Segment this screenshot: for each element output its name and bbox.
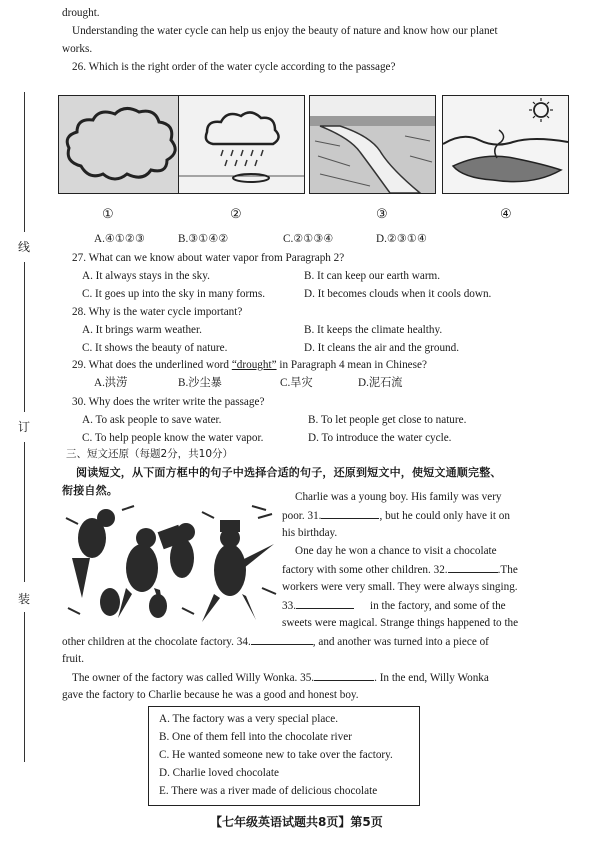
blank-35[interactable]: [314, 670, 374, 681]
question-29-stem: [72, 358, 427, 372]
passage-line: sweets were magical. Strange things happened to the: [282, 617, 519, 629]
question-30-option-a[interactable]: A. To ask people to save water.: [82, 414, 222, 426]
passage-line: fruit.: [62, 653, 85, 665]
question-30-option-d[interactable]: D. To introduce the water cycle.: [308, 432, 452, 444]
blank-34[interactable]: [251, 634, 313, 645]
binding-margin-line: [24, 612, 25, 762]
page-footer: 【七年级英语试题共8页】第5页: [210, 815, 383, 829]
blank-32[interactable]: [448, 562, 498, 573]
passage-line: gave the factory to Charlie because he was a good and honest boy.: [62, 689, 359, 701]
passage-text: , but he could only have it on: [379, 510, 510, 522]
choice-c[interactable]: C. He wanted someone new to take over the factory.: [159, 749, 393, 761]
section-heading: 三、短文还原（每题2分，共10分）: [66, 448, 234, 460]
binding-margin-line: [24, 92, 25, 232]
sun-evaporation-icon: [442, 95, 569, 194]
choice-e[interactable]: E. There was a river made of delicious chocolate: [159, 785, 378, 797]
section-instruction: 衔接自然。: [62, 484, 118, 497]
blank-33[interactable]: [296, 598, 354, 609]
river-icon: [309, 95, 436, 194]
question-28-option-c[interactable]: C. It shows the beauty of nature.: [82, 342, 228, 354]
cloud-icon: [58, 95, 185, 194]
passage-text: in the factory, and some of the: [369, 600, 506, 612]
passage-text: works.: [62, 43, 93, 55]
question-30-option-b[interactable]: B. To let people get close to nature.: [308, 414, 467, 426]
question-29-stem-end: in Paragraph 4 mean in Chinese?: [279, 359, 427, 371]
passage-text: , and another was turned into a piece of: [312, 636, 489, 648]
passage-text: .The: [497, 564, 518, 576]
passage-text: drought.: [62, 7, 100, 19]
blank-31[interactable]: [321, 508, 379, 519]
passage-line: [282, 508, 510, 523]
question-26-option-b[interactable]: B.③①④②: [178, 233, 229, 245]
section-instruction: 阅读短文，从下面方框中的句子中选择合适的句子，还原到短文中，使短文通顺完整、: [76, 466, 502, 479]
passage-text: factory with some other children. 32.: [282, 564, 448, 576]
question-28-stem: 28. Why is the water cycle important?: [72, 306, 243, 318]
choice-d[interactable]: D. Charlie loved chocolate: [159, 767, 279, 779]
passage-text: Understanding the water cycle can help us enjoy the beauty of nature and know how our planet: [72, 25, 498, 37]
passage-text: The owner of the factory was called Willy Wonka. 35.: [72, 672, 315, 684]
question-29-option-a[interactable]: A.洪涝: [94, 377, 128, 389]
binding-margin-line: [24, 442, 25, 582]
binding-char-xian: 线: [18, 240, 31, 254]
choice-a[interactable]: A. The factory was a very special place.: [159, 713, 339, 725]
question-27-option-a[interactable]: A. It always stays in the sky.: [82, 270, 210, 282]
passage-text: 33.: [282, 600, 296, 612]
question-26-option-d[interactable]: D.②③①④: [376, 233, 427, 245]
rain-cloud-icon: [178, 95, 305, 194]
passage-line: [282, 562, 518, 577]
passage-line: [72, 670, 489, 685]
question-26-stem: 26. Which is the right order of the water cycle according to the passage?: [72, 61, 396, 73]
picture-label-3: ③: [376, 206, 388, 221]
question-29-option-d[interactable]: D.泥石流: [358, 377, 403, 389]
question-29-option-c[interactable]: C.旱灾: [280, 377, 313, 389]
question-27-option-c[interactable]: C. It goes up into the sky in many forms.: [82, 288, 266, 300]
passage-text: . In the end, Willy Wonka: [374, 672, 489, 684]
passage-line: workers were very small. They were always singing.: [282, 581, 518, 593]
choice-b[interactable]: B. One of them fell into the chocolate river: [159, 731, 352, 743]
binding-char-zhuang: 装: [18, 592, 31, 606]
picture-label-4: ④: [500, 206, 512, 221]
passage-line: his birthday.: [282, 527, 338, 539]
question-29-stem-start: 29. What does the underlined word: [72, 359, 230, 371]
chocolate-factory-illustration: [62, 498, 284, 626]
question-28-option-b[interactable]: B. It keeps the climate healthy.: [304, 324, 443, 336]
question-27-stem: 27. What can we know about water vapor from Paragraph 2?: [72, 252, 345, 264]
passage-text: poor. 31.: [282, 510, 322, 522]
passage-line: Charlie was a young boy. His family was very: [295, 491, 502, 503]
question-30-option-c[interactable]: C. To help people know the water vapor.: [82, 432, 264, 444]
binding-margin-line: [24, 262, 25, 412]
binding-char-ding: 订: [18, 420, 31, 434]
question-30-stem: 30. Why does the writer write the passage?: [72, 396, 265, 408]
picture-label-1: ①: [102, 206, 114, 221]
passage-text: other children at the chocolate factory. 34.: [62, 636, 251, 648]
options-box: [148, 706, 420, 806]
question-27-option-d[interactable]: D. It becomes clouds when it cools down.: [304, 288, 492, 300]
passage-line: [62, 634, 489, 649]
question-28-option-d[interactable]: D. It cleans the air and the ground.: [304, 342, 460, 354]
passage-line: One day he won a chance to visit a chocolate: [295, 545, 497, 557]
passage-line: [282, 598, 506, 613]
underlined-word: “drought”: [231, 359, 277, 371]
question-28-option-a[interactable]: A. It brings warm weather.: [82, 324, 202, 336]
question-26-option-a[interactable]: A.④①②③: [94, 233, 145, 245]
question-26-option-c[interactable]: C.②①③④: [283, 233, 334, 245]
question-27-option-b[interactable]: B. It can keep our earth warm.: [304, 270, 441, 282]
picture-label-2: ②: [230, 206, 242, 221]
question-29-option-b[interactable]: B.沙尘暴: [178, 377, 222, 389]
